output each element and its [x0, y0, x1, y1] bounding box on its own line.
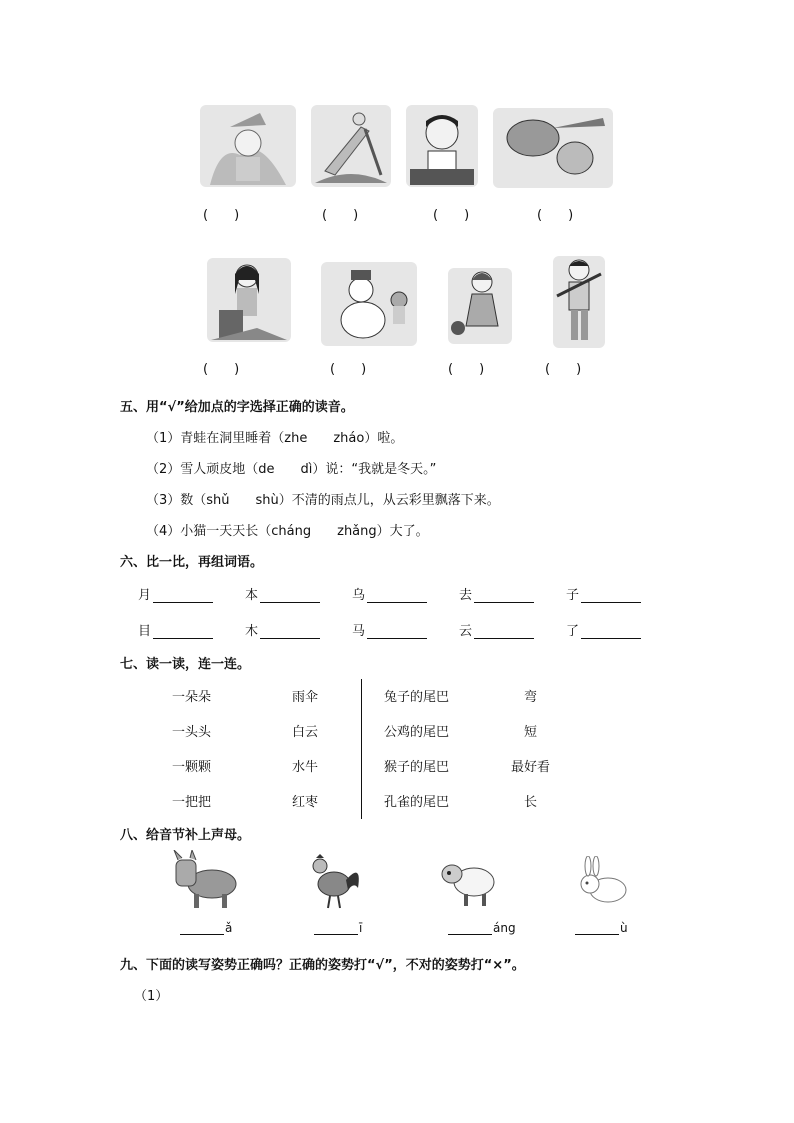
match-left-b-1[interactable]: 雨伞 — [292, 690, 319, 705]
match-right-a-4[interactable]: 孔雀的尾巴 — [384, 795, 450, 810]
match-left-a-3[interactable]: 一颗颗 — [172, 760, 212, 775]
girl-playing-ball-picture — [448, 268, 512, 344]
word-blank[interactable] — [581, 588, 641, 603]
section-5-item-3: （3）数（shǔ shù）不清的雨点儿，从云彩里飘落下来。 — [146, 493, 500, 508]
section-9-heading: 九、下面的读写姿势正确吗？正确的姿势打“√”，不对的姿势打“×”。 — [120, 958, 525, 973]
compare-char: 本 — [245, 584, 320, 603]
match-left-b-2[interactable]: 白云 — [292, 725, 319, 740]
section-5-item-1: （1）青蛙在洞里睡着（zhe zháo）啦。 — [146, 431, 404, 446]
section-9-item-1: （1） — [134, 989, 169, 1004]
compare-char: 木 — [245, 620, 320, 639]
boy-writing-picture — [406, 105, 478, 187]
match-right-b-4[interactable]: 长 — [524, 795, 538, 810]
match-right-a-3[interactable]: 猴子的尾巴 — [384, 760, 450, 775]
snowman-with-kids-picture — [321, 262, 417, 346]
sheep-icon — [438, 852, 498, 908]
compare-char: 子 — [566, 584, 641, 603]
answer-paren-7[interactable]: ( ) — [448, 362, 485, 377]
word-blank[interactable] — [153, 588, 213, 603]
syllable-fill-3[interactable]: áng — [448, 921, 516, 935]
match-left-a-4[interactable]: 一把把 — [172, 795, 212, 810]
syllable-fill-2[interactable]: ī — [314, 921, 362, 935]
word-blank[interactable] — [474, 588, 534, 603]
section-5-item-4: （4）小猫一天天长（cháng zhǎng）大了。 — [146, 524, 429, 539]
match-left-b-3[interactable]: 水牛 — [292, 760, 319, 775]
match-right-a-2[interactable]: 公鸡的尾巴 — [384, 725, 450, 740]
compare-char: 了 — [566, 620, 641, 639]
answer-paren-3[interactable]: ( ) — [433, 208, 470, 223]
section-6-heading: 六、比一比，再组词语。 — [120, 555, 264, 570]
donkey-icon — [170, 850, 240, 910]
answer-paren-2[interactable]: ( ) — [322, 208, 359, 223]
answer-paren-1[interactable]: ( ) — [203, 208, 240, 223]
answer-paren-4[interactable]: ( ) — [537, 208, 574, 223]
compare-char: 乌 — [352, 584, 427, 603]
match-right-b-2[interactable]: 短 — [524, 725, 538, 740]
girl-catching-butterfly-picture — [200, 105, 296, 187]
word-blank[interactable] — [367, 588, 427, 603]
answer-paren-6[interactable]: ( ) — [330, 362, 367, 377]
match-right-b-1[interactable]: 弯 — [524, 690, 538, 705]
word-blank[interactable] — [153, 624, 213, 639]
syllable-fill-1[interactable]: ǎ — [180, 921, 232, 935]
match-right-b-3[interactable]: 最好看 — [511, 760, 551, 775]
word-blank[interactable] — [260, 588, 320, 603]
match-right-a-1[interactable]: 兔子的尾巴 — [384, 690, 450, 705]
rabbit-icon — [574, 856, 632, 908]
tom-and-jerry-picture — [493, 108, 613, 188]
match-left-b-4[interactable]: 红枣 — [292, 795, 319, 810]
answer-paren-5[interactable]: ( ) — [203, 362, 240, 377]
section-5-heading: 五、用“√”给加点的字选择正确的读音。 — [120, 400, 354, 415]
compare-char: 去 — [459, 584, 534, 603]
match-divider — [361, 679, 362, 819]
section-7-heading: 七、读一读，连一连。 — [120, 657, 251, 672]
section-8-heading: 八、给音节补上声母。 — [120, 828, 251, 843]
word-blank[interactable] — [260, 624, 320, 639]
compare-char: 月 — [138, 584, 213, 603]
compare-char: 马 — [352, 620, 427, 639]
boy-playing-flute-picture — [553, 256, 605, 348]
rooster-icon — [308, 852, 364, 910]
girl-sitting-on-stump-picture — [207, 258, 291, 342]
compare-char: 目 — [138, 620, 213, 639]
kids-on-slide-picture — [311, 105, 391, 187]
word-blank[interactable] — [581, 624, 641, 639]
match-left-a-2[interactable]: 一头头 — [172, 725, 212, 740]
compare-char: 云 — [459, 620, 534, 639]
word-blank[interactable] — [367, 624, 427, 639]
word-blank[interactable] — [474, 624, 534, 639]
answer-paren-8[interactable]: ( ) — [545, 362, 582, 377]
match-left-a-1[interactable]: 一朵朵 — [172, 690, 212, 705]
syllable-fill-4[interactable]: ù — [575, 921, 628, 935]
section-5-item-2: （2）雪人顽皮地（de dì）说：“我就是冬天。” — [146, 462, 437, 477]
